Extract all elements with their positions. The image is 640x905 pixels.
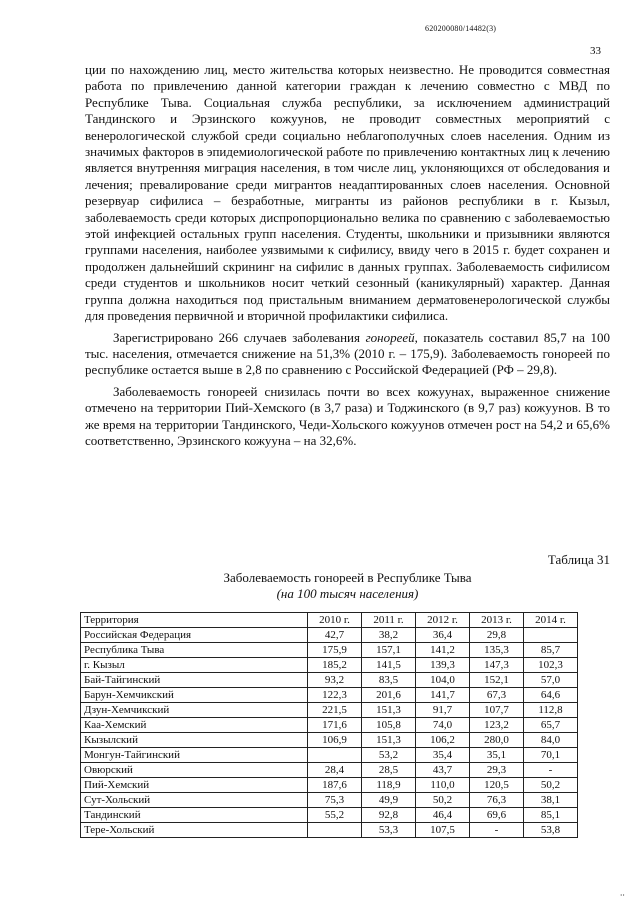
table-row — [81, 778, 578, 793]
value-cell: 49,9 — [362, 793, 416, 808]
value-cell: 185,2 — [308, 658, 362, 673]
territory-cell: Кызылский — [81, 733, 308, 748]
value-cell: 152,1 — [470, 673, 524, 688]
table-row — [81, 793, 578, 808]
value-cell: 141,2 — [416, 643, 470, 658]
value-cell: 151,3 — [362, 703, 416, 718]
value-cell: - — [524, 763, 578, 778]
value-cell: 112,8 — [524, 703, 578, 718]
value-cell: 64,6 — [524, 688, 578, 703]
value-cell: 2013 г. — [470, 613, 524, 628]
value-cell: 35,1 — [470, 748, 524, 763]
value-cell: 118,9 — [362, 778, 416, 793]
value-cell: 2012 г. — [416, 613, 470, 628]
table-body — [81, 613, 578, 838]
value-cell: 280,0 — [470, 733, 524, 748]
scan-edge-mark: ⸱⸱ — [620, 890, 625, 900]
value-cell: 50,2 — [416, 793, 470, 808]
value-cell: 147,3 — [470, 658, 524, 673]
value-cell: 2010 г. — [308, 613, 362, 628]
value-cell: 221,5 — [308, 703, 362, 718]
table-row — [81, 643, 578, 658]
value-cell: 201,6 — [362, 688, 416, 703]
value-cell: 36,4 — [416, 628, 470, 643]
table-title: Заболеваемость гонореей в Республике Тыва — [223, 570, 472, 585]
territory-cell: Российская Федерация — [81, 628, 308, 643]
value-cell: 139,3 — [416, 658, 470, 673]
value-cell: 93,2 — [308, 673, 362, 688]
value-cell: 70,1 — [524, 748, 578, 763]
value-cell: - — [470, 823, 524, 838]
value-cell: 42,7 — [308, 628, 362, 643]
territory-cell: Тере-Хольский — [81, 823, 308, 838]
value-cell: 85,1 — [524, 808, 578, 823]
table-row — [81, 628, 578, 643]
value-cell: 107,5 — [416, 823, 470, 838]
paragraph-2-end: , показатель составил 85,7 на 100 тыс. населения, отмечается снижение на 51,3% (2010 г. – 175,9). Заболеваемость гонореей по республике остается выше в 2,8 по сравнению с Российской Федерацией (РФ – 29,8). — [85, 329, 610, 378]
value-cell: 67,3 — [470, 688, 524, 703]
value-cell: 102,3 — [524, 658, 578, 673]
value-cell: 123,2 — [470, 718, 524, 733]
value-cell: 65,7 — [524, 718, 578, 733]
table-row — [81, 718, 578, 733]
value-cell: 175,9 — [308, 643, 362, 658]
territory-cell: Республика Тыва — [81, 643, 308, 658]
value-cell: 29,3 — [470, 763, 524, 778]
value-cell: 92,8 — [362, 808, 416, 823]
value-cell: 53,8 — [524, 823, 578, 838]
value-cell: 187,6 — [308, 778, 362, 793]
value-cell — [524, 628, 578, 643]
value-cell: 74,0 — [416, 718, 470, 733]
value-cell: 46,4 — [416, 808, 470, 823]
territory-cell: Монгун-Тайгинский — [81, 748, 308, 763]
value-cell: 106,2 — [416, 733, 470, 748]
table-row — [81, 733, 578, 748]
territory-cell: Каа-Хемский — [81, 718, 308, 733]
value-cell: 28,5 — [362, 763, 416, 778]
territory-cell: Сут-Хольский — [81, 793, 308, 808]
table-label: Таблица 31 — [547, 552, 610, 567]
value-cell — [308, 748, 362, 763]
value-cell: 50,2 — [524, 778, 578, 793]
paragraph-2 — [85, 330, 610, 379]
value-cell: 110,0 — [416, 778, 470, 793]
value-cell: 106,9 — [308, 733, 362, 748]
table-row — [81, 748, 578, 763]
table-row — [81, 688, 578, 703]
value-cell: 85,7 — [524, 643, 578, 658]
value-cell: 29,8 — [470, 628, 524, 643]
value-cell: 43,7 — [416, 763, 470, 778]
territory-cell: Бай-Тайгинский — [81, 673, 308, 688]
value-cell: 69,6 — [470, 808, 524, 823]
territory-cell: Тандинский — [81, 808, 308, 823]
value-cell: 104,0 — [416, 673, 470, 688]
value-cell — [308, 823, 362, 838]
value-cell: 2014 г. — [524, 613, 578, 628]
value-cell: 38,2 — [362, 628, 416, 643]
territory-cell: Пий-Хемский — [81, 778, 308, 793]
table-row — [81, 658, 578, 673]
paragraph-1: ции по нахождению лиц, место жительства которых неизвестно. Не проводится совместная работа по привлечению данной категории граждан к лечению совместно с МВД по Республике Тыва. Социальная служба республики, за исключением администраций Тандинского и Эрзинского кожуунов, не проводит совместных мероприятий с венерологической службой среди социально неблагополучных слоев населения. Одним из значимых факторов в эпидемиологической работе по привлечению контактных лиц к лечению является внутренняя миграция населения, в том числе лиц, уклоняющихся от обследования и лечения; превалирование среди мигрантов неадаптированных слоев населения. Основной резервуар сифилиса – безработные, мигранты из районов республики в г. Кызыл, заболеваемость среди которых диспропорционально велика по сравнению с заболеваемостью этой инфекцией остальных групп населения. Студенты, школьники и призывники являются группами населения, наиболее уязвимыми к сифилису, ввиду чего в 2015 г. будет сохранен и продолжен дальнейший скрининг на сифилис в данных группах. Заболеваемость сифилисом среди студентов и школьников носит четкий сезонный (каникулярный) характер. Данная группа должна находиться под пристальным вниманием дерматовенерологической службы для проведения первичной и вторичной профилактики сифилиса. — [85, 62, 610, 324]
value-cell: 55,2 — [308, 808, 362, 823]
table-row — [81, 823, 578, 838]
value-cell: 141,7 — [416, 688, 470, 703]
value-cell: 151,3 — [362, 733, 416, 748]
value-cell: 122,3 — [308, 688, 362, 703]
table-header-row — [81, 613, 578, 628]
table-row — [81, 763, 578, 778]
value-cell: 157,1 — [362, 643, 416, 658]
value-cell: 83,5 — [362, 673, 416, 688]
value-cell: 84,0 — [524, 733, 578, 748]
value-cell: 53,3 — [362, 823, 416, 838]
value-cell: 2011 г. — [362, 613, 416, 628]
value-cell: 107,7 — [470, 703, 524, 718]
value-cell: 75,3 — [308, 793, 362, 808]
page-number: 33 — [590, 45, 601, 57]
table-row — [81, 703, 578, 718]
value-cell: 105,8 — [362, 718, 416, 733]
paragraph-2-start: Зарегистрировано 266 случаев заболевания — [113, 329, 366, 345]
value-cell: 53,2 — [362, 748, 416, 763]
territory-cell: Барун-Хемчикский — [81, 688, 308, 703]
table-title-block — [85, 570, 610, 602]
value-cell: 76,3 — [470, 793, 524, 808]
territory-cell: г. Кызыл — [81, 658, 308, 673]
value-cell: 171,6 — [308, 718, 362, 733]
value-cell: 38,1 — [524, 793, 578, 808]
value-cell: 91,7 — [416, 703, 470, 718]
territory-cell: Дзун-Хемчикский — [81, 703, 308, 718]
value-cell: 28,4 — [308, 763, 362, 778]
territory-cell: Территория — [81, 613, 308, 628]
table-row — [81, 673, 578, 688]
document-code: 620200080/14482(3) — [425, 24, 497, 33]
value-cell: 135,3 — [470, 643, 524, 658]
value-cell: 35,4 — [416, 748, 470, 763]
territory-cell: Овюрский — [81, 763, 308, 778]
table-row — [81, 808, 578, 823]
incidence-table — [80, 612, 578, 838]
table-subtitle: (на 100 тысяч населения) — [276, 586, 419, 601]
paragraph-2-italic: гонореей — [365, 329, 415, 345]
value-cell: 120,5 — [470, 778, 524, 793]
paragraph-3: Заболеваемость гонореей снизилась почти во всех кожуунах, выраженное снижение отмечено на территории Пий-Хемского (в 3,7 раза) и Тоджинского (в 9,7 раз) кожуунов. В то же время на территории Тандинского, Чеди-Хольского кожуунов отмечен рост на 54,2 и 65,6% соответственно, Эрзинского кожууна – на 32,6%. — [85, 383, 610, 448]
value-cell: 141,5 — [362, 658, 416, 673]
value-cell: 57,0 — [524, 673, 578, 688]
body-text — [85, 62, 610, 449]
